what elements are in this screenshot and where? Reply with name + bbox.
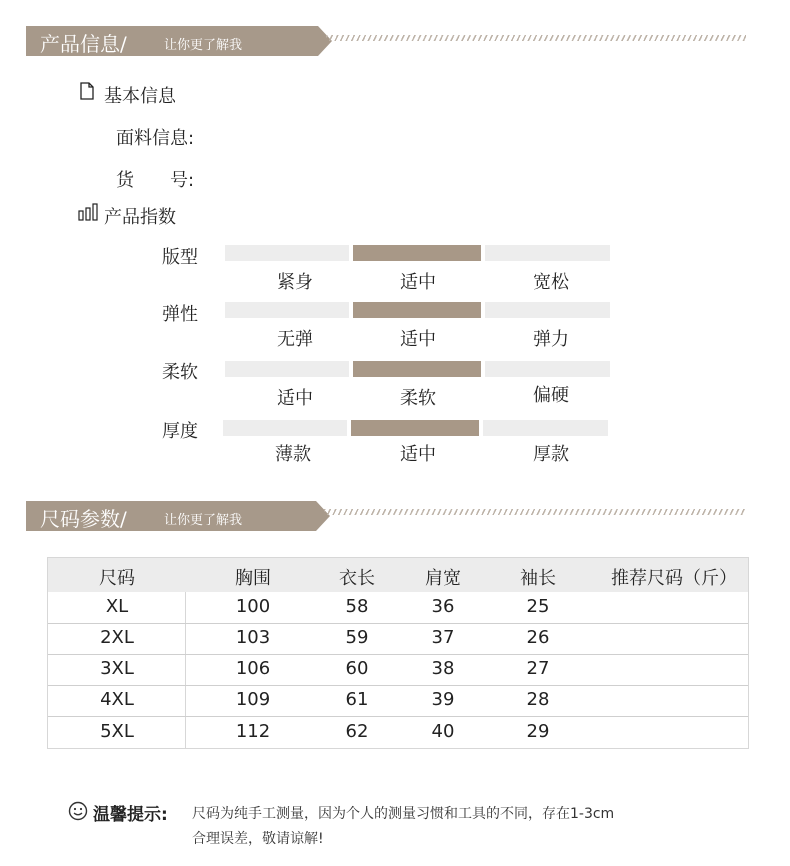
size-params-banner <box>26 501 316 531</box>
sku-label: 货 号: <box>116 170 195 191</box>
table-cell: 106 <box>235 658 271 679</box>
table-cell: 26 <box>526 627 550 648</box>
index-row-name: 柔软 <box>162 362 198 383</box>
index-bar-segment-selected <box>353 245 481 261</box>
basic-info-heading: 基本信息 <box>104 86 176 107</box>
size-params-subtitle: 让你更了解我 <box>164 513 243 528</box>
index-bar-segment-selected <box>353 361 481 377</box>
size-table <box>47 557 749 749</box>
table-cell-size: 2XL <box>100 627 134 648</box>
product-info-title: 产品信息/ <box>40 32 127 56</box>
table-cell: 59 <box>345 627 369 648</box>
index-option: 偏硬 <box>533 385 569 406</box>
table-cell: 27 <box>526 658 550 679</box>
document-icon <box>80 82 94 104</box>
table-cell: 38 <box>431 658 455 679</box>
notice-line-1: 尺码为纯手工测量，因为个人的测量习惯和工具的不同，存在1-3cm <box>192 806 615 822</box>
table-header-cell: 胸围 <box>235 568 271 589</box>
banner-tail <box>318 26 332 56</box>
banner-dash-line <box>324 509 746 515</box>
index-bar-segment <box>485 245 610 261</box>
index-bar-segment-selected <box>351 420 479 436</box>
index-row-name: 厚度 <box>162 421 198 442</box>
index-option: 薄款 <box>275 444 311 465</box>
index-option: 厚款 <box>533 444 569 465</box>
table-cell: 25 <box>526 596 550 617</box>
table-cell: 29 <box>526 721 550 742</box>
product-info-banner <box>26 26 318 56</box>
table-cell: 60 <box>345 658 369 679</box>
table-cell: 61 <box>345 689 369 710</box>
table-cell: 58 <box>345 596 369 617</box>
fabric-info-label: 面料信息: <box>116 128 195 149</box>
table-header-cell: 袖长 <box>520 568 556 589</box>
index-row-name: 版型 <box>162 247 198 268</box>
table-cell: 112 <box>235 721 271 742</box>
index-option: 适中 <box>277 388 313 409</box>
index-bar-segment <box>225 245 349 261</box>
table-divider <box>48 654 748 655</box>
table-cell: 37 <box>431 627 455 648</box>
notice-line-2: 合理误差，敬请谅解! <box>192 831 324 847</box>
smiley-icon <box>68 801 88 825</box>
table-cell: 100 <box>235 596 271 617</box>
index-option: 柔软 <box>400 388 436 409</box>
table-cell: 103 <box>235 627 271 648</box>
table-cell: 39 <box>431 689 455 710</box>
table-cell: 40 <box>431 721 455 742</box>
index-bar-segment <box>223 420 347 436</box>
banner-dash-line <box>326 35 746 41</box>
index-option: 适中 <box>400 272 436 293</box>
product-info-subtitle: 让你更了解我 <box>164 38 243 53</box>
index-option: 弹力 <box>533 329 569 350</box>
table-cell: 62 <box>345 721 369 742</box>
table-cell-size: 4XL <box>100 689 134 710</box>
index-bar-segment-selected <box>353 302 481 318</box>
index-bar-segment <box>483 420 608 436</box>
index-option: 宽松 <box>533 272 569 293</box>
bar-chart-icon <box>78 203 100 225</box>
table-divider <box>48 685 748 686</box>
table-header-cell: 肩宽 <box>425 568 461 589</box>
index-option: 无弹 <box>277 329 313 350</box>
index-option: 紧身 <box>277 272 313 293</box>
banner-tail <box>316 501 330 531</box>
index-bar-segment <box>485 302 610 318</box>
index-option: 适中 <box>400 329 436 350</box>
size-params-title: 尺码参数/ <box>40 507 127 531</box>
table-header-cell: 衣长 <box>339 568 375 589</box>
table-divider <box>48 623 748 624</box>
index-bar-segment <box>225 361 349 377</box>
table-cell: 28 <box>526 689 550 710</box>
table-divider <box>185 592 186 748</box>
product-index-heading: 产品指数 <box>104 207 176 228</box>
index-row-name: 弹性 <box>162 304 198 325</box>
notice-title: 温馨提示: <box>93 805 168 825</box>
table-divider <box>48 716 748 717</box>
index-option: 适中 <box>400 444 436 465</box>
table-cell-size: 3XL <box>100 658 134 679</box>
table-header-cell: 尺码 <box>99 568 135 589</box>
index-bar-segment <box>485 361 610 377</box>
table-header-cell: 推荐尺码（斤） <box>611 568 737 589</box>
table-cell-size: 5XL <box>100 721 134 742</box>
table-cell-size: XL <box>105 596 129 617</box>
index-bar-segment <box>225 302 349 318</box>
table-cell: 109 <box>235 689 271 710</box>
table-cell: 36 <box>431 596 455 617</box>
